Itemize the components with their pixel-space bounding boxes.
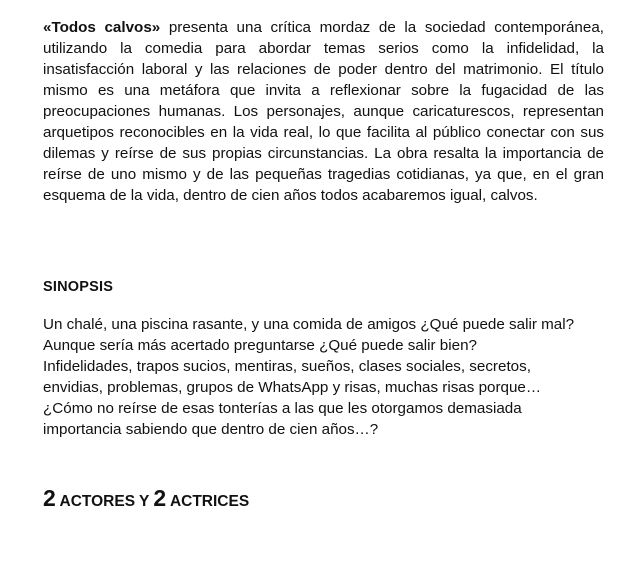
synopsis-line: envidias, problemas, grupos de WhatsApp y risas, muchas risas porque…	[43, 379, 542, 396]
synopsis-line: importancia sabiendo que dentro de cien años…?	[43, 421, 379, 438]
synopsis-line: Aunque sería más acertado preguntarse ¿Qué puede salir bien?	[43, 337, 477, 354]
synopsis-line: ¿Cómo no reírse de esas tonterías a las que les otorgamos demasiada	[43, 400, 522, 417]
actors-label: ACTORES Y	[55, 493, 154, 510]
synopsis-line: Infidelidades, trapos sucios, mentiras, sueños, clases sociales, secretos,	[43, 358, 531, 375]
synopsis-line: Un chalé, una piscina rasante, y una comida de amigos ¿Qué puede salir mal?	[43, 316, 575, 333]
actresses-label: ACTRICES	[166, 493, 250, 510]
cast-heading	[43, 485, 249, 512]
play-title: «Todos calvos»	[43, 19, 161, 36]
document-page	[43, 17, 604, 511]
actresses-count: 2	[153, 485, 167, 511]
intro-paragraph	[43, 17, 604, 206]
actors-count: 2	[43, 485, 56, 511]
intro-text: presenta una crítica mordaz de la sociedad contemporánea, utilizando la comedia para abordar temas serios como la infidelidad, la insatisfacción laboral y las relaciones de poder dentro del matrimonio. El título mismo es una metáfora que invita a reflexionar sobre la fugacidad de las preocupaciones humanas. Los personajes, aunque caricaturescos, representan arquetipos reconocibles en la vida real, lo que facilita al público conectar con sus dilemas y reírse de sus propias circunstancias. La obra resalta la importancia de reírse de uno mismo y de las pequeñas tragedias cotidianas, ya que, en el gran esquema de la vida, dentro de cien años todos acabaremos igual, calvos.	[43, 19, 604, 204]
synopsis-heading: SINOPSIS	[43, 279, 114, 295]
synopsis-paragraph	[43, 314, 574, 440]
